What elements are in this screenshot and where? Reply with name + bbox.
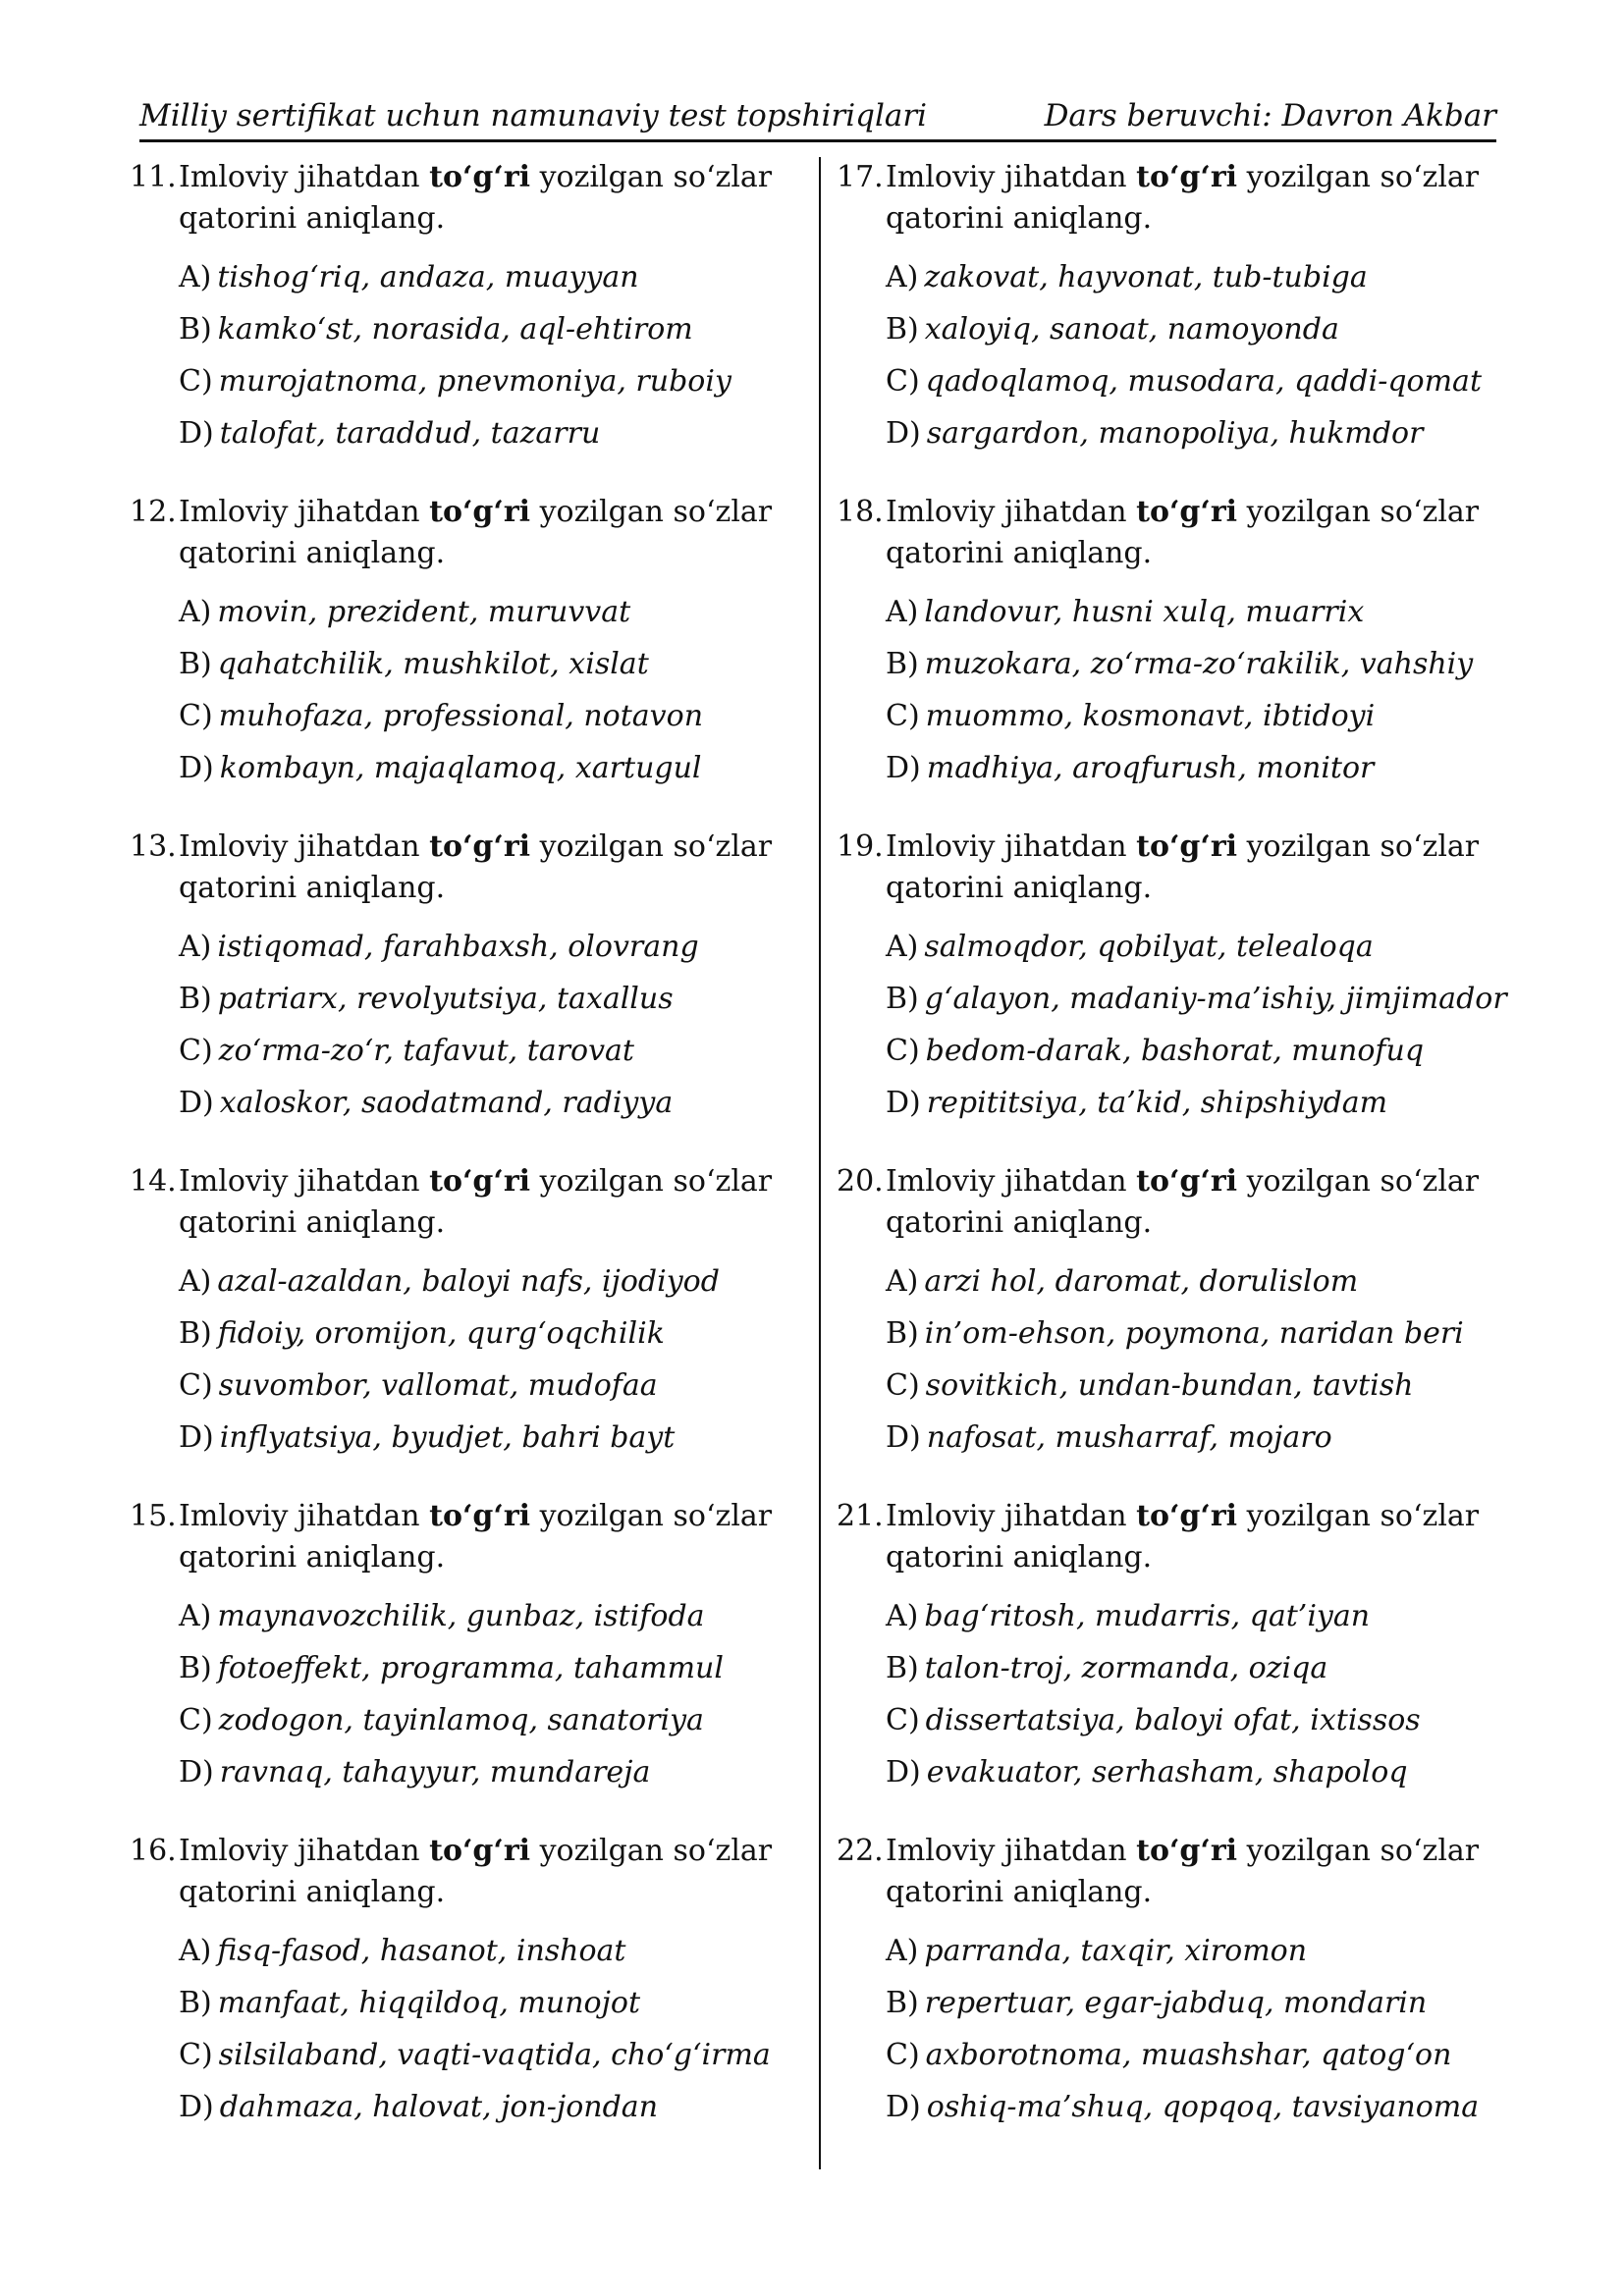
- answer-option[interactable]: [886, 1412, 1514, 1464]
- answer-option[interactable]: [179, 1590, 807, 1642]
- option-text: murojatnoma, pnevmoniya, ruboiy: [218, 364, 731, 399]
- question-number: 11.: [130, 160, 177, 194]
- question-text: [886, 1164, 1479, 1240]
- question-stem: [130, 827, 807, 909]
- option-text: suvombor, vallomat, mudofaa: [218, 1368, 658, 1403]
- question-text-emphasis: to‘g‘ri: [1136, 160, 1238, 194]
- question-text-end: yozilgan so‘zlar qatorini aniqlang.: [886, 1834, 1480, 1909]
- question-number: 21.: [837, 1499, 884, 1533]
- question-text-start: Imloviy jihatdan: [179, 829, 430, 864]
- question-text-emphasis: to‘g‘ri: [429, 1499, 531, 1533]
- answer-option[interactable]: [179, 690, 807, 742]
- question-number: 22.: [837, 1834, 884, 1868]
- option-label: A): [179, 1934, 212, 1968]
- answer-option[interactable]: [886, 407, 1514, 459]
- question-text: [886, 1834, 1479, 1909]
- question-text-start: Imloviy jihatdan: [179, 495, 430, 529]
- option-text: dissertatsiya, baloyi ofat, ixtissos: [925, 1703, 1421, 1737]
- option-label: A): [886, 1934, 919, 1968]
- question-text-emphasis: to‘g‘ri: [429, 160, 531, 194]
- question-text: [179, 160, 772, 236]
- answer-option[interactable]: [886, 1077, 1514, 1129]
- option-text: muhofaza, professional, notavon: [218, 699, 704, 733]
- question-stem: [837, 827, 1514, 909]
- option-text: istiqomad, farahbaxsh, olovrang: [217, 930, 699, 964]
- answer-option[interactable]: [179, 973, 807, 1025]
- option-label: A): [179, 1599, 212, 1633]
- answer-option[interactable]: [886, 355, 1514, 407]
- answer-option[interactable]: [179, 355, 807, 407]
- option-label: D): [886, 1420, 921, 1455]
- option-label: C): [179, 364, 213, 399]
- question-text-emphasis: to‘g‘ri: [1136, 1164, 1238, 1199]
- question-text-start: Imloviy jihatdan: [886, 495, 1137, 529]
- option-label: B): [179, 982, 212, 1016]
- option-text: talon-troj, zormanda, oziqa: [924, 1651, 1328, 1685]
- option-label: B): [886, 982, 919, 1016]
- option-label: D): [179, 751, 214, 785]
- question-text: [886, 829, 1479, 905]
- option-text: inflyatsiya, byudjet, bahri bayt: [219, 1420, 676, 1455]
- option-text: g‘alayon, madaniy-ma’ishiy, jimjimador: [924, 982, 1507, 1016]
- question-text-end: yozilgan so‘zlar qatorini aniqlang.: [886, 160, 1480, 236]
- answer-option[interactable]: [886, 1255, 1514, 1308]
- question-text: [886, 495, 1479, 570]
- option-text: manfaat, hiqqildoq, munojot: [217, 1986, 641, 2020]
- question-stem: [837, 1496, 1514, 1578]
- question-item: [837, 1831, 1514, 2165]
- option-label: B): [886, 1316, 919, 1351]
- option-text: nafosat, musharraf, mojaro: [926, 1420, 1332, 1455]
- question-number: 14.: [130, 1164, 177, 1199]
- option-text: repititsiya, ta’kid, shipshiydam: [926, 1086, 1388, 1120]
- option-label: D): [179, 1420, 214, 1455]
- option-label: D): [886, 416, 921, 451]
- answer-option[interactable]: [179, 251, 807, 303]
- question-item: [130, 1161, 807, 1496]
- question-text-start: Imloviy jihatdan: [179, 160, 430, 194]
- option-label: A): [179, 1264, 212, 1299]
- option-text: movin, prezident, muruvvat: [217, 595, 631, 629]
- option-text: azal-azaldan, baloyi nafs, ijodiyod: [217, 1264, 720, 1299]
- answer-option[interactable]: [886, 921, 1514, 973]
- question-text-emphasis: to‘g‘ri: [1136, 495, 1238, 529]
- answer-option[interactable]: [886, 1746, 1514, 1798]
- option-text: xaloskor, saodatmand, radiyya: [219, 1086, 674, 1120]
- option-text: muommo, kosmonavt, ibtidoyi: [925, 699, 1376, 733]
- question-number: 18.: [837, 495, 884, 529]
- question-text-end: yozilgan so‘zlar qatorini aniqlang.: [886, 1164, 1480, 1240]
- question-stem: [837, 492, 1514, 574]
- question-item: [130, 1496, 807, 1831]
- answer-option[interactable]: [179, 2081, 807, 2133]
- answer-options: [130, 1255, 807, 1464]
- option-text: salmoqdor, qobilyat, telealoqa: [924, 930, 1374, 964]
- question-text-emphasis: to‘g‘ri: [429, 1834, 531, 1868]
- answer-option[interactable]: [886, 586, 1514, 638]
- option-text: landovur, husni xulq, muarrix: [924, 595, 1365, 629]
- option-text: zo‘rma-zo‘r, tafavut, tarovat: [218, 1034, 634, 1068]
- option-label: B): [886, 647, 919, 681]
- answer-options: [130, 921, 807, 1129]
- question-text-emphasis: to‘g‘ri: [1136, 1834, 1238, 1868]
- question-item: [130, 157, 807, 492]
- option-text: muzokara, zo‘rma-zo‘rakilik, vahshiy: [924, 647, 1474, 681]
- answer-option[interactable]: [886, 303, 1514, 355]
- option-text: tishog‘riq, andaza, muayyan: [217, 260, 639, 294]
- option-text: repertuar, egar-jabduq, mondarin: [924, 1986, 1428, 2020]
- question-text-end: yozilgan so‘zlar qatorini aniqlang.: [179, 160, 773, 236]
- question-text-emphasis: to‘g‘ri: [1136, 1499, 1238, 1533]
- option-label: D): [179, 1755, 214, 1789]
- answer-options: [837, 251, 1514, 459]
- option-label: B): [179, 1651, 212, 1685]
- answer-option[interactable]: [179, 1746, 807, 1798]
- option-label: D): [886, 2090, 921, 2124]
- option-label: C): [179, 1368, 213, 1403]
- option-text: kombayn, majaqlamoq, xartugul: [219, 751, 702, 785]
- header-author: Dars beruvchi: Davron Akbar: [1044, 98, 1496, 133]
- question-stem: [837, 157, 1514, 240]
- option-text: madhiya, aroqfurush, monitor: [926, 751, 1375, 785]
- option-label: A): [179, 595, 212, 629]
- question-stem: [130, 1161, 807, 1244]
- question-text-emphasis: to‘g‘ri: [429, 1164, 531, 1199]
- option-text: silsilaband, vaqti-vaqtida, cho‘g‘irma: [218, 2038, 771, 2072]
- answer-option[interactable]: [886, 2029, 1514, 2081]
- option-label: B): [886, 1651, 919, 1685]
- option-text: talofat, taraddud, tazarru: [219, 416, 601, 451]
- option-text: arzi hol, daromat, dorulislom: [924, 1264, 1359, 1299]
- option-text: xaloyiq, sanoat, namoyonda: [924, 312, 1339, 347]
- question-stem: [837, 1831, 1514, 1913]
- question-text-start: Imloviy jihatdan: [886, 1164, 1137, 1199]
- option-label: C): [886, 1703, 920, 1737]
- question-number: 12.: [130, 495, 177, 529]
- option-label: B): [886, 1986, 919, 2020]
- option-label: B): [179, 312, 212, 347]
- question-item: [130, 492, 807, 827]
- question-text-start: Imloviy jihatdan: [886, 1834, 1137, 1868]
- option-text: fisq-fasod, hasanot, inshoat: [217, 1934, 626, 1968]
- option-label: C): [886, 1034, 920, 1068]
- option-text: dahmaza, halovat, jon-jondan: [219, 2090, 659, 2124]
- option-text: bedom-darak, bashorat, munofuq: [925, 1034, 1425, 1068]
- answer-option[interactable]: [886, 1590, 1514, 1642]
- answer-option[interactable]: [179, 921, 807, 973]
- answer-option[interactable]: [886, 251, 1514, 303]
- question-text-end: yozilgan so‘zlar qatorini aniqlang.: [179, 1499, 773, 1575]
- option-label: D): [886, 1086, 921, 1120]
- option-text: axborotnoma, muashshar, qatog‘on: [925, 2038, 1452, 2072]
- option-label: D): [886, 751, 921, 785]
- question-number: 20.: [837, 1164, 884, 1199]
- answer-option[interactable]: [179, 303, 807, 355]
- option-label: A): [886, 260, 919, 294]
- answer-option[interactable]: [179, 638, 807, 690]
- answer-option[interactable]: [886, 1694, 1514, 1746]
- question-text: [179, 1499, 772, 1575]
- answer-option[interactable]: [179, 1025, 807, 1077]
- question-text-emphasis: to‘g‘ri: [429, 829, 531, 864]
- option-label: D): [886, 1755, 921, 1789]
- answer-options: [130, 1590, 807, 1798]
- question-item: [837, 827, 1514, 1161]
- question-text-end: yozilgan so‘zlar qatorini aniqlang.: [886, 1499, 1480, 1575]
- question-item: [837, 1161, 1514, 1496]
- option-label: A): [886, 1599, 919, 1633]
- option-text: fotoeffekt, programma, tahammul: [217, 1651, 724, 1685]
- option-label: D): [179, 1086, 214, 1120]
- question-number: 17.: [837, 160, 884, 194]
- question-item: [837, 157, 1514, 492]
- answer-option[interactable]: [179, 742, 807, 794]
- option-text: sargardon, manopoliya, hukmdor: [926, 416, 1424, 451]
- question-text-end: yozilgan so‘zlar qatorini aniqlang.: [179, 495, 773, 570]
- option-text: parranda, taxqir, xiromon: [924, 1934, 1308, 1968]
- answer-options: [837, 1255, 1514, 1464]
- question-text-start: Imloviy jihatdan: [179, 1834, 430, 1868]
- left-column: [130, 157, 807, 2165]
- question-text: [179, 495, 772, 570]
- option-label: D): [179, 416, 214, 451]
- option-text: zodogon, tayinlamoq, sanatoriya: [218, 1703, 704, 1737]
- option-text: qadoqlamoq, musodara, qaddi-qomat: [925, 364, 1482, 399]
- question-item: [837, 492, 1514, 827]
- option-label: D): [179, 2090, 214, 2124]
- answer-option[interactable]: [886, 973, 1514, 1025]
- option-text: qahatchilik, mushkilot, xislat: [217, 647, 649, 681]
- question-text: [179, 1834, 772, 1909]
- answer-option[interactable]: [179, 1077, 807, 1129]
- right-column: [837, 157, 1514, 2165]
- question-stem: [130, 157, 807, 240]
- answer-option[interactable]: [179, 586, 807, 638]
- answer-option[interactable]: [179, 1308, 807, 1360]
- question-stem: [130, 1496, 807, 1578]
- option-label: C): [886, 1368, 920, 1403]
- answer-options: [837, 921, 1514, 1129]
- option-label: A): [886, 595, 919, 629]
- question-number: 15.: [130, 1499, 177, 1533]
- option-text: evakuator, serhasham, shapoloq: [926, 1755, 1408, 1789]
- answer-options: [837, 1590, 1514, 1798]
- question-text: [886, 1499, 1479, 1575]
- option-label: B): [179, 647, 212, 681]
- question-text-start: Imloviy jihatdan: [179, 1164, 430, 1199]
- option-text: maynavozchilik, gunbaz, istifoda: [217, 1599, 705, 1633]
- question-text: [179, 829, 772, 905]
- answer-option[interactable]: [886, 690, 1514, 742]
- answer-option[interactable]: [179, 407, 807, 459]
- question-stem: [837, 1161, 1514, 1244]
- option-text: kamko‘st, norasida, aql-ehtirom: [217, 312, 693, 347]
- question-item: [130, 1831, 807, 2165]
- answer-option[interactable]: [179, 1255, 807, 1308]
- answer-option[interactable]: [179, 1412, 807, 1464]
- option-label: A): [179, 260, 212, 294]
- option-text: oshiq-ma’shuq, qopqoq, tavsiyanoma: [926, 2090, 1480, 2124]
- option-label: C): [886, 364, 920, 399]
- option-text: zakovat, hayvonat, tub-tubiga: [924, 260, 1368, 294]
- question-stem: [130, 1831, 807, 1913]
- answer-option[interactable]: [886, 2081, 1514, 2133]
- answer-options: [837, 586, 1514, 794]
- option-label: C): [179, 1703, 213, 1737]
- question-text: [886, 160, 1479, 236]
- question-text: [179, 1164, 772, 1240]
- answer-options: [130, 586, 807, 794]
- question-text-end: yozilgan so‘zlar qatorini aniqlang.: [179, 1164, 773, 1240]
- answer-option[interactable]: [886, 638, 1514, 690]
- answer-option[interactable]: [886, 1360, 1514, 1412]
- question-number: 16.: [130, 1834, 177, 1868]
- page-header: [139, 98, 1496, 142]
- answer-option[interactable]: [179, 2029, 807, 2081]
- answer-option[interactable]: [886, 1308, 1514, 1360]
- column-divider: [819, 157, 821, 2169]
- option-text: ravnaq, tahayyur, mundareja: [219, 1755, 651, 1789]
- question-text-start: Imloviy jihatdan: [886, 160, 1137, 194]
- option-text: patriarx, revolyutsiya, taxallus: [217, 982, 674, 1016]
- option-label: A): [886, 1264, 919, 1299]
- answer-option[interactable]: [179, 1925, 807, 1977]
- answer-option[interactable]: [886, 1977, 1514, 2029]
- option-label: B): [886, 312, 919, 347]
- header-title: Milliy sertifikat uchun namunaviy test topshiriqlari: [139, 98, 928, 133]
- question-stem: [130, 492, 807, 574]
- option-label: C): [886, 699, 920, 733]
- question-text-start: Imloviy jihatdan: [886, 829, 1137, 864]
- option-label: C): [179, 699, 213, 733]
- option-text: bag‘ritosh, mudarris, qat’iyan: [924, 1599, 1371, 1633]
- question-number: 13.: [130, 829, 177, 864]
- answer-options: [837, 1925, 1514, 2133]
- question-text-emphasis: to‘g‘ri: [1136, 829, 1238, 864]
- question-text-end: yozilgan so‘zlar qatorini aniqlang.: [179, 829, 773, 905]
- question-text-end: yozilgan so‘zlar qatorini aniqlang.: [886, 495, 1480, 570]
- question-item: [130, 827, 807, 1161]
- option-label: A): [886, 930, 919, 964]
- answer-option[interactable]: [179, 1694, 807, 1746]
- option-label: C): [179, 2038, 213, 2072]
- option-text: sovitkich, undan-bundan, tavtish: [925, 1368, 1414, 1403]
- answer-option[interactable]: [886, 1025, 1514, 1077]
- answer-options: [130, 1925, 807, 2133]
- option-label: C): [886, 2038, 920, 2072]
- option-label: B): [179, 1986, 212, 2020]
- answer-option[interactable]: [179, 1642, 807, 1694]
- answer-option[interactable]: [886, 1642, 1514, 1694]
- question-item: [837, 1496, 1514, 1831]
- question-number: 19.: [837, 829, 884, 864]
- answer-option[interactable]: [179, 1360, 807, 1412]
- option-label: A): [179, 930, 212, 964]
- question-text-start: Imloviy jihatdan: [886, 1499, 1137, 1533]
- option-text: in’om-ehson, poymona, naridan beri: [924, 1316, 1464, 1351]
- option-text: fidoiy, oromijon, qurg‘oqchilik: [217, 1316, 665, 1351]
- answer-option[interactable]: [886, 1925, 1514, 1977]
- option-label: B): [179, 1316, 212, 1351]
- option-label: C): [179, 1034, 213, 1068]
- answer-options: [130, 251, 807, 459]
- answer-option[interactable]: [886, 742, 1514, 794]
- question-text-end: yozilgan so‘zlar qatorini aniqlang.: [886, 829, 1480, 905]
- question-text-start: Imloviy jihatdan: [179, 1499, 430, 1533]
- answer-option[interactable]: [179, 1977, 807, 2029]
- question-text-emphasis: to‘g‘ri: [429, 495, 531, 529]
- question-text-end: yozilgan so‘zlar qatorini aniqlang.: [179, 1834, 773, 1909]
